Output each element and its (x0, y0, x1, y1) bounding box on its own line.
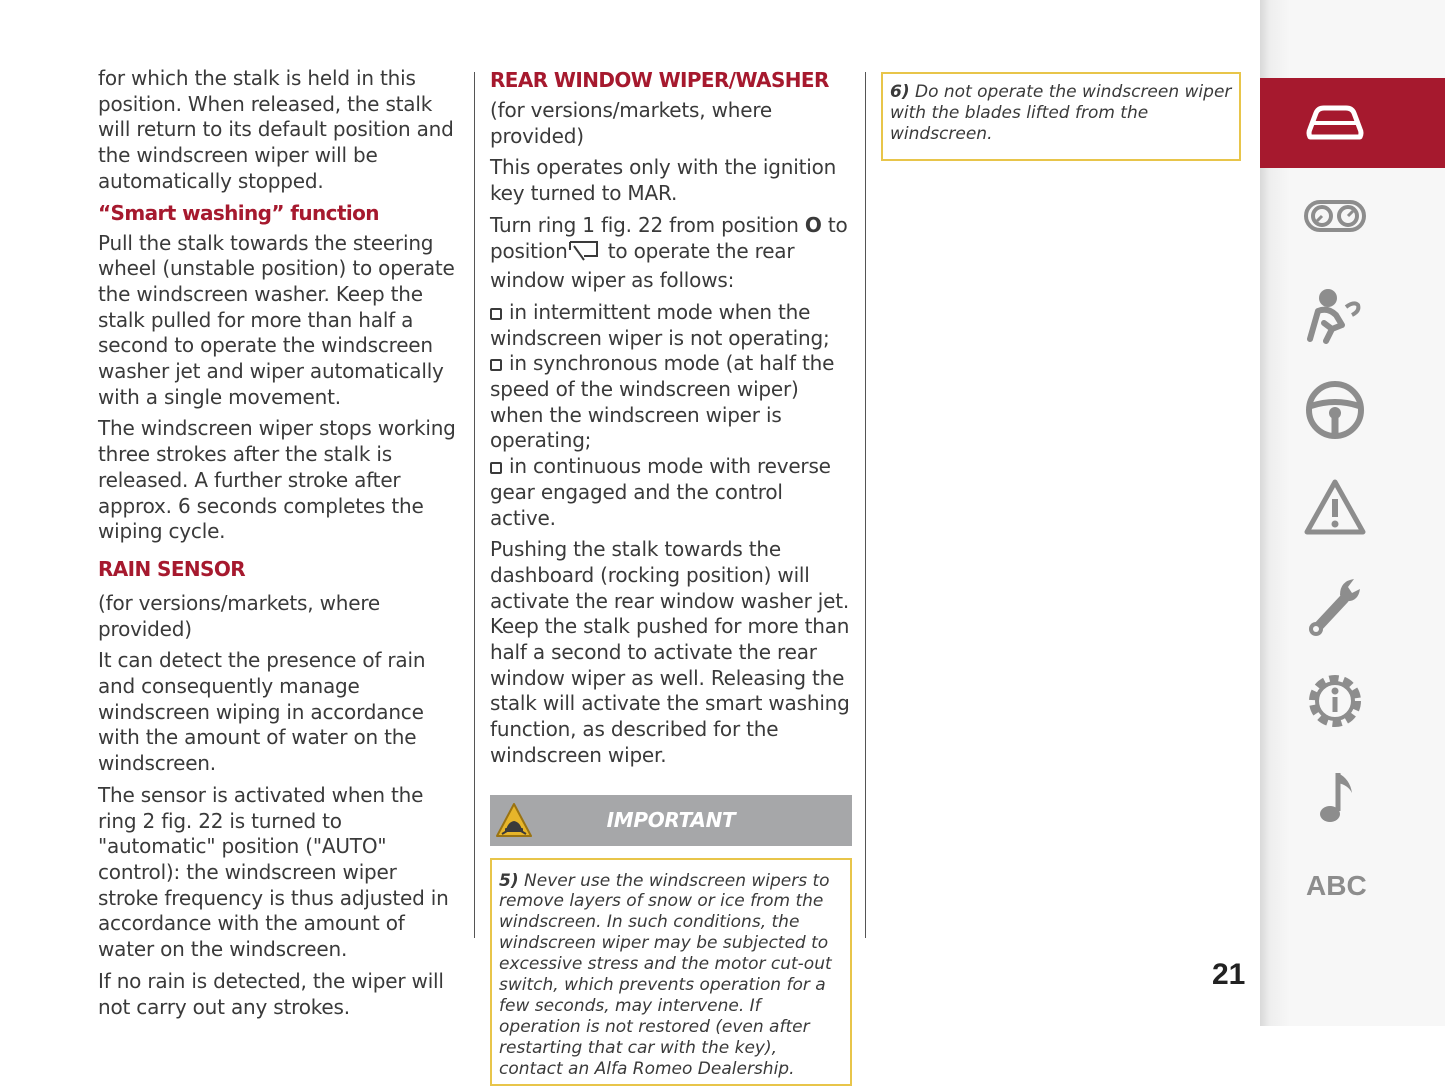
smart-washing-paragraph-1: Pull the stalk towards the steering wheel (unstable position) to operate the windscreen washer. Keep the stalk pulled for more than half a second to operate the windscreen washer jet and wiper automatically with a single movement. (98, 230, 455, 409)
checkbox-bullet-icon (490, 359, 502, 371)
column-divider-right (865, 72, 866, 938)
dashboard-gauges-icon (1302, 189, 1368, 245)
position-o-label: O (804, 212, 822, 237)
important-label: IMPORTANT (606, 807, 736, 832)
note-6-text: Do not operate the windscreen wiper with the blades lifted from the windscreen. (890, 82, 1232, 144)
rear-wiper-ring-instructions (490, 213, 852, 294)
rain-sensor-paragraph-3: If no rain is detected, the wiper will not carry out any strokes. (98, 968, 444, 1019)
note-5-box (490, 858, 852, 1086)
right-column (881, 72, 1243, 161)
middle-column (490, 66, 852, 1086)
smart-washing-paragraph-2: The windscreen wiper stops working three strokes after the stalk is released. A further stroke after approx. 6 seconds completes the wiping cycle. (98, 416, 456, 544)
sidebar-tab-car[interactable] (1260, 78, 1445, 168)
rear-wiper-ignition-note: This operates only with the ignition key turned to MAR. (490, 155, 837, 206)
mode-bullet-3-text: in continuous mode with reverse gear engaged and the control active. (490, 454, 831, 530)
sidebar-tab-emergency[interactable] (1260, 462, 1445, 552)
sidebar-tab-driving[interactable] (1260, 365, 1445, 455)
rear-wiper-heading: REAR WINDOW WIPER/WASHER (490, 68, 829, 92)
mode-bullet-1 (490, 300, 852, 351)
rear-washer-paragraph: Pushing the stalk towards the dashboard (rocking position) will activate the rear window washer jet. Keep the stalk pushed for more than half a second to activate the rear window wiper as well. Releasing the stalk will activate the smart washing function, as described for the windscreen wiper. (490, 537, 850, 767)
ring-instruction-text-1: Turn ring 1 fig. 22 from position (490, 212, 805, 237)
smart-washing-heading: “Smart washing” function (98, 200, 379, 225)
sidebar-tab-safety[interactable] (1260, 270, 1445, 360)
sidebar-tab-dashboard[interactable] (1260, 174, 1445, 264)
rear-wiper-symbol-icon (568, 240, 600, 269)
sidebar-tab-maintenance[interactable] (1260, 558, 1445, 648)
rain-sensor-paragraph-2: The sensor is activated when the ring 2 fig. 22 is turned to "automatic" position ("AUTO" control): the windscreen wiper stroke frequency is thus adjusted in accordance with the amount of water on the windscreen. (98, 782, 449, 962)
important-banner (490, 795, 852, 846)
rain-sensor-paragraph-1: It can detect the presence of rain and consequently manage windscreen wiping in accordance with the amount of water on the windscreen. (98, 648, 426, 776)
sidebar-tab-index[interactable]: ABC (1306, 870, 1367, 901)
music-note-icon (1302, 767, 1368, 829)
intro-paragraph: for which the stalk is held in this position. When released, the stalk will return to its default position and the windscreen wiper will be automatically stopped. (98, 66, 454, 193)
mode-bullet-1-text: in intermittent mode when the windscreen wiper is not operating; (490, 299, 830, 350)
ring-instruction-text-2: to position (490, 212, 848, 263)
ring-instruction-text-3: to operate the rear window wiper as follows: (490, 238, 795, 293)
note-5-number: 5) (499, 870, 519, 891)
rain-sensor-availability: (for versions/markets, where provided) (98, 590, 381, 641)
left-column (98, 66, 460, 1026)
mode-bullet-2-text: in synchronous mode (at half the speed of the windscreen wiper) when the windscreen wiper is operating; (490, 351, 835, 453)
checkbox-bullet-icon (490, 308, 502, 320)
page-number: 21 (1212, 958, 1246, 991)
checkbox-bullet-icon (490, 462, 502, 474)
sidebar-tab-multimedia[interactable] (1260, 752, 1445, 842)
note-5-text: Never use the windscreen wipers to remove layers of snow or ice from the windscreen. In such conditions, the windscreen wiper may be subjected to excessive stress and the motor cut-out switch, which prevents operation for a few seconds, may intervene. If operation is not restored (even after restarting that car with the key), contact an Alfa Romeo Dealership. (499, 870, 832, 1079)
warning-triangle-icon (1302, 477, 1368, 537)
mode-bullet-3 (490, 454, 852, 531)
airbag-person-icon (1302, 285, 1368, 345)
chapter-sidebar (1260, 0, 1445, 1026)
info-gear-icon (1302, 670, 1368, 732)
rain-sensor-heading: RAIN SENSOR (98, 556, 246, 581)
steering-wheel-icon (1302, 380, 1368, 440)
note-6-box (881, 72, 1241, 161)
mode-bullet-2 (490, 351, 852, 454)
note-6-number: 6) (890, 82, 910, 102)
column-divider-left (474, 72, 475, 938)
car-icon (1302, 93, 1368, 149)
sidebar-tab-technical-data[interactable] (1260, 655, 1445, 745)
rear-wiper-availability: (for versions/markets, where provided) (490, 98, 773, 148)
wrench-icon (1302, 573, 1368, 639)
